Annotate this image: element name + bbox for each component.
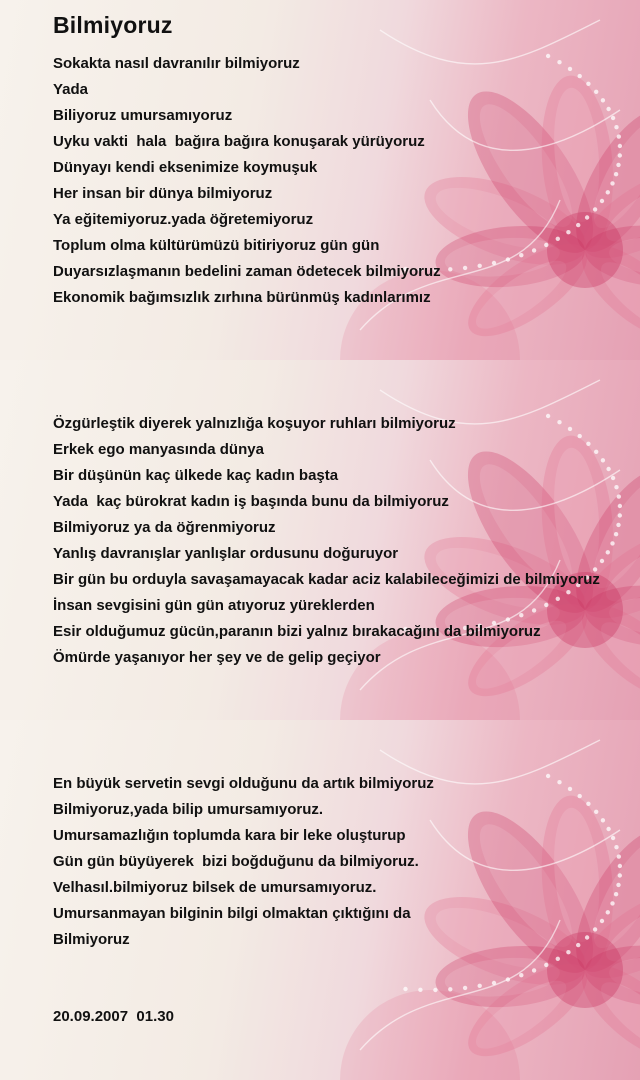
poem-line: Bilmiyoruz,yada bilip umursamıyoruz.	[53, 801, 324, 818]
poem-line: Ya eğitemiyoruz.yada öğretemiyoruz	[53, 211, 314, 228]
poem-line: Ömürde yaşanıyor her şey ve de gelip geçiyor	[53, 649, 381, 666]
poem-line: Ekonomik bağımsızlık zırhına bürünmüş kadınlarımız	[53, 289, 431, 306]
poem-line: En büyük servetin sevgi olduğunu da artık bilmiyoruz	[53, 775, 434, 792]
poem-line: Umursanmayan bilginin bilgi olmaktan çıktığını da	[53, 905, 411, 922]
poem-line: Uyku vakti hala bağıra bağıra konuşarak yürüyoruz	[53, 133, 425, 150]
poem-line: Sokakta nasıl davranılır bilmiyoruz	[53, 55, 300, 72]
poem-line: Yada	[53, 81, 89, 98]
stanza-3	[53, 771, 434, 953]
poem-line: Bilmiyoruz	[53, 931, 130, 948]
poem-line: Dünyayı kendi eksenimize koymuşuk	[53, 159, 318, 176]
stanza-1	[53, 51, 441, 311]
poem-line: Biliyoruz umursamıyoruz	[53, 107, 233, 124]
poem-date: 20.09.2007 01.30	[53, 1008, 174, 1025]
poem-line: Umursamazlığın toplumda kara bir leke oluşturup	[53, 827, 406, 844]
poem-title: Bilmiyoruz	[53, 12, 173, 38]
poem-line: Yanlış davranışlar yanlışlar ordusunu doğuruyor	[53, 545, 399, 562]
poem-line: İnsan sevgisini gün gün atıyoruz yüreklerden	[53, 597, 375, 614]
poem-line: Bilmiyoruz ya da öğrenmiyoruz	[53, 519, 276, 536]
poem-line: Yada kaç bürokrat kadın iş başında bunu da bilmiyoruz	[53, 493, 449, 510]
poem-line: Bir gün bu orduyla savaşamayacak kadar aciz kalabileceğimizi de bilmiyoruz	[53, 571, 600, 588]
poem-line: Özgürleştik diyerek yalnızlığa koşuyor ruhları bilmiyoruz	[53, 415, 456, 432]
poem-line: Gün gün büyüyerek bizi boğduğunu da bilmiyoruz.	[53, 853, 419, 870]
poem-line: Erkek ego manyasında dünya	[53, 441, 264, 458]
poem-line: Her insan bir dünya bilmiyoruz	[53, 185, 273, 202]
poem-line: Duyarsızlaşmanın bedelini zaman ödetecek bilmiyoruz	[53, 263, 441, 280]
poem-line: Bir düşünün kaç ülkede kaç kadın başta	[53, 467, 339, 484]
poem-line: Velhasıl.bilmiyoruz bilsek de umursamıyoruz.	[53, 879, 377, 896]
poem-line: Toplum olma kültürümüzü bitiriyoruz gün gün	[53, 237, 380, 254]
poem-line: Esir olduğumuz gücün,paranın bizi yalnız bırakacağını da bilmiyoruz	[53, 623, 541, 640]
stanza-2	[53, 411, 600, 671]
